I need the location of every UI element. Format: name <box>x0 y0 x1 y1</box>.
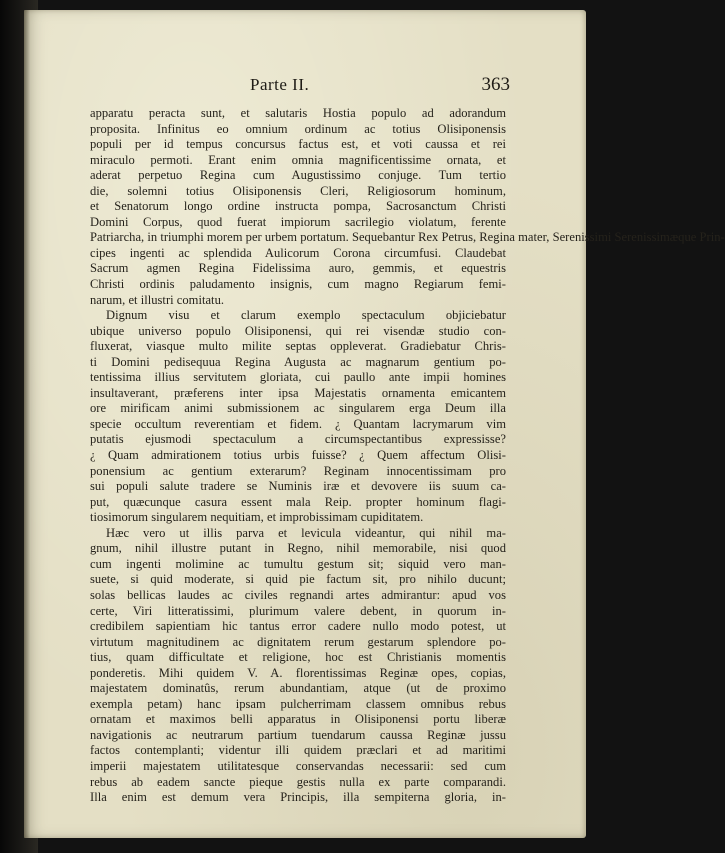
text-line: Patriarcha, in triumphi morem per urbem portatum. Sequebantur Rex Petrus, Regina mater, Serenissimi Serenissimæque Prin- <box>90 230 725 245</box>
text-line: narum, et illustri comitatu. <box>90 292 225 307</box>
body-text <box>90 106 725 806</box>
text-line: suete, si quid moderate, si quid pie factum sit, pro nihilo ducunt; <box>90 572 506 587</box>
text-line: cipes ingenti ac splendida Aulicorum Corona circumfusi. Claudebat <box>90 245 506 260</box>
text-line: gnum, nihil illustre putant in Regno, nihil memorabile, nisi quod <box>90 541 506 556</box>
page-number: 363 <box>481 74 510 95</box>
text-line: tentissima illius servitutem gloriata, cui paullo ante impii homines <box>90 370 506 385</box>
text-line: ponderetis. Mihi quidem V. A. florentissimas Reginæ opes, copias, <box>90 665 506 680</box>
text-line: proposita. Infinitus eo omnium ordinum ac totius Olisiponensis <box>90 121 506 136</box>
text-line: certe, Viri litteratissimi, plurimum valere debent, in quorum in- <box>90 603 506 618</box>
text-line: ti Domini pedisequua Regina Augusta ac magnarum gentium po- <box>90 354 506 369</box>
text-line: specie occultum reverentiam et fidem. ¿ Quantam lacrymarum vim <box>90 416 506 431</box>
text-line: navigationis ac neutrarum partium tuendarum caussa Reginæ jussu <box>90 727 506 742</box>
text-line: ubique universo populo Olisiponensi, qui rei visendæ studio con- <box>90 323 506 338</box>
text-line: fluxerat, viasque multo milite septas oppleverat. Gradiebatur Chris- <box>90 339 506 354</box>
text-line: tiosimorum singularem nequitiam, et improbissimam cupiditatem. <box>90 510 424 525</box>
text-line: miraculo permoti. Erant enim omnia magnificentissime ornata, et <box>90 152 506 167</box>
text-line: apparatu peracta sunt, et salutaris Hostia populo ad adorandum <box>90 106 506 120</box>
text-line: populi per id tempus concursus factus est, et voti caussa et rei <box>90 137 506 152</box>
text-line: insultaverant, præferens inter ipsa Majestatis ornamenta emicantem <box>90 385 506 400</box>
text-line: majestatem dominatûs, rerum abundantiam, atque (ut de proximo <box>90 681 506 696</box>
text-line: Illa enim est demum vera Principis, illa sempiterna gloria, in- <box>90 790 506 805</box>
text-line: sui populi salute tradere se Numinis iræ et devovere iis suum ca- <box>90 479 506 494</box>
text-line: virtutum magnitudinem ac dignitatem rerum gestarum splendore po- <box>90 634 506 649</box>
text-line: cum ingenti molimine ac tumultu gestum sit; siquid vero man- <box>90 556 506 571</box>
text-line: rebus ab eadem sancte pieque gestis nulla ex parte comparandi. <box>90 774 506 789</box>
text-line: imperii majestatem utilitatesque conservandas necessarii: sed cum <box>90 758 506 773</box>
text-line: Domini Corpus, quod fuerat impiorum sacrilegio violatum, ferente <box>90 214 506 229</box>
page-fold-edge <box>24 10 30 838</box>
text-line: Dignum visu et clarum exemplo spectaculum objiciebatur <box>106 308 506 323</box>
text-line: credibilem sapientiam hic tantus error cadere nullo modo potest, ut <box>90 619 506 634</box>
text-line: putatis ejusmodi spectaculum a circumspectantibus expressisse? <box>90 432 506 447</box>
text-line: Christi ordinis paludamento insignis, cum magno Regiarum femi- <box>90 277 506 292</box>
text-line: exempla petam) hanc ipsam pulcherrimam classem omnibus rebus <box>90 696 506 711</box>
running-head <box>92 72 510 102</box>
text-line: solas bellicas laudes ac civiles regnandi artes admirantur: apud vos <box>90 587 506 602</box>
text-line: Sacrum agmen Regina Fidelissima auro, gemmis, et equestris <box>90 261 506 276</box>
text-line: et Senatorum longo ordine instructa pompa, Sacrosanctum Christi <box>90 199 506 214</box>
text-line: ponensium ac gentium exterarum? Reginam innocentissimam pro <box>90 463 506 478</box>
text-line: put, quæcunque casura essent mala Reip. propter hominum flagi- <box>90 494 506 509</box>
text-line: Hæc vero ut illis parva et levicula videantur, qui nihil ma- <box>106 525 506 540</box>
text-line: tius, quam difficultate et religione, hoc est Christianis momentis <box>90 650 506 665</box>
text-line: ore mirificam animi submissionem ac singularem erga Deum illa <box>90 401 506 416</box>
text-line: aderat perpetuo Regina cum Augustissimo conjuge. Tum tertio <box>90 168 506 183</box>
part-title: Parte II. <box>250 75 310 94</box>
text-line: die, solemni totius Olisiponensis Cleri, Religiosorum hominum, <box>90 183 506 198</box>
text-line: ornatam et maximos belli apparatus in Olisiponensi portu liberæ <box>90 712 506 727</box>
text-line: ¿ Quam admirationem totius urbis fuisse? ¿ Quem affectum Olisi- <box>90 448 506 463</box>
text-line: factos contemplanti; videntur illi quidem præclari et ad maritimi <box>90 743 506 758</box>
